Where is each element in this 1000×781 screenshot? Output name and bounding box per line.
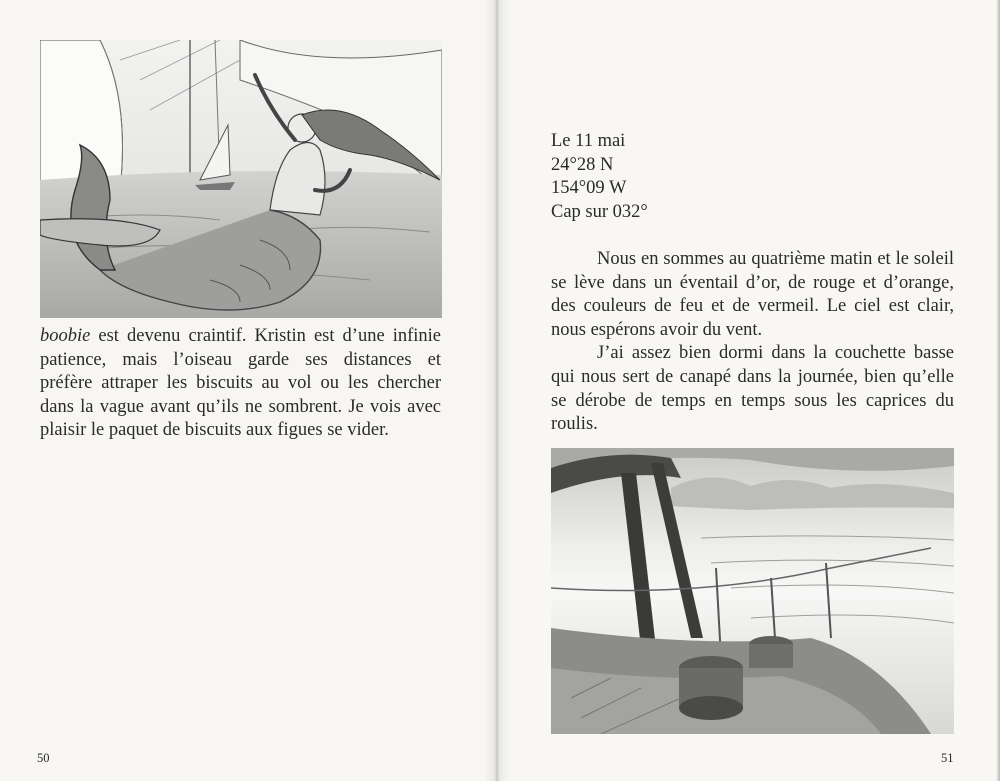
left-page-paragraph	[40, 325, 441, 443]
log-longitude: 154°09 W	[551, 178, 627, 199]
paragraph-line	[40, 419, 441, 443]
paragraph-line	[40, 349, 441, 373]
mermaid-illustration	[40, 40, 442, 318]
paragraph-line	[40, 396, 441, 420]
log-heading: Cap sur 032°	[551, 201, 648, 222]
paragraph: J’ai assez bien dormi dans la couchette basse qui nous sert de canapé dans la journée, bien qu’elle se dérobe de temps en temps sous les caprices du roulis.	[551, 343, 954, 435]
line-text: préfère attraper les biscuits au vol ou les chercher	[40, 373, 441, 394]
page-number-right: 51	[941, 751, 954, 765]
sailboat-illustration	[551, 448, 954, 734]
line-text: dans la vague avant qu’ils ne sombrent. Je vois avec	[40, 396, 441, 417]
line-text: est devenu craintif. Kristin est d’une infinie	[90, 326, 441, 346]
log-date: Le 11 mai	[551, 131, 626, 151]
page-number-left: 50	[37, 751, 50, 765]
paragraph-line	[40, 372, 441, 396]
log-entry	[551, 130, 771, 224]
log-latitude: 24°28 N	[551, 154, 614, 175]
book-gutter	[484, 0, 510, 781]
italic-word: boobie	[40, 326, 91, 346]
page-edge-shadow	[996, 0, 1000, 781]
paragraph: Nous en sommes au quatrième matin et le soleil se lève dans un éventail d’or, de rouge et d’orange, des couleurs de feu et de vermeil. Le ciel est clair, nous espérons avoir du vent.	[551, 249, 954, 340]
line-text: plaisir le paquet de biscuits aux figues se vider.	[40, 420, 389, 441]
paragraph-line	[40, 325, 441, 349]
right-page-body	[551, 248, 954, 437]
line-text: patience, mais l’oiseau garde ses distances et	[40, 349, 441, 370]
left-page	[0, 0, 496, 781]
